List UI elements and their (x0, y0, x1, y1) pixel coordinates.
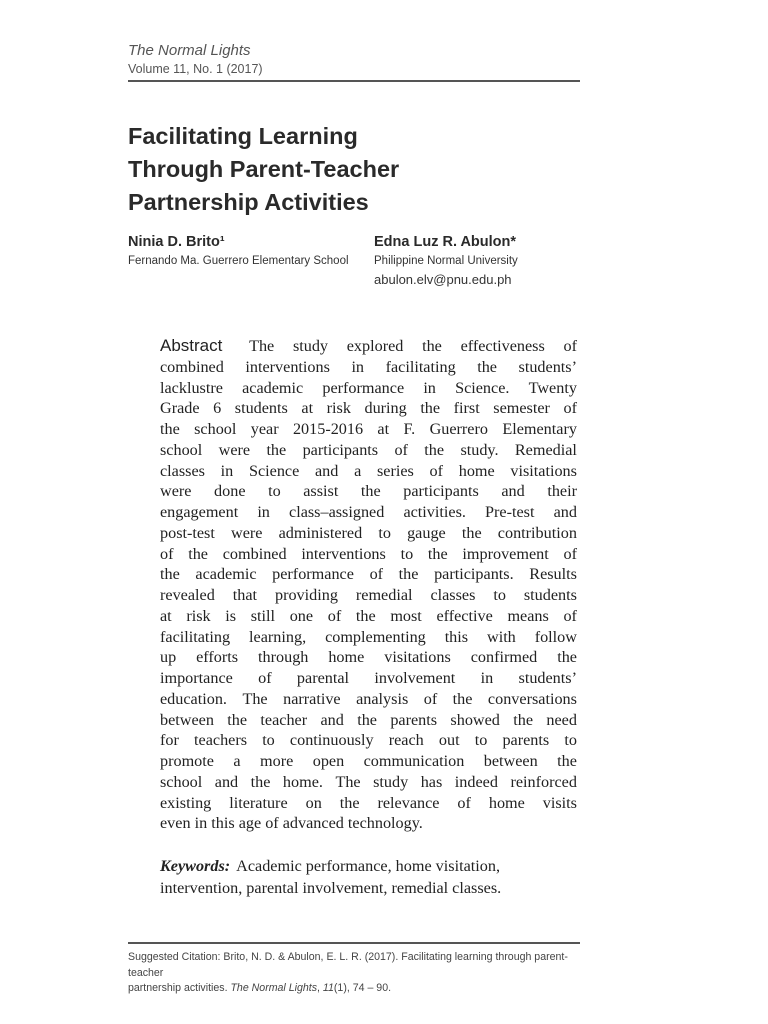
keywords-line: Academic performance, home visitation, (236, 857, 500, 875)
abstract (160, 336, 577, 834)
abstract-line: facilitating learning, complementing this with follow (160, 627, 577, 646)
keywords-label: Keywords: (160, 857, 231, 875)
suggested-citation (128, 950, 598, 997)
citation-line: Suggested Citation: Brito, N. D. & Abulon, E. L. R. (2017). Facilitating learning through parent-teacher (128, 951, 568, 979)
abstract-line: even in this age of advanced technology. (160, 814, 423, 833)
abstract-line: between the teacher and the parents showed the need (160, 710, 577, 729)
abstract-line: school were the participants of the study. Remedial (160, 440, 577, 459)
author-2-affiliation: Philippine Normal University (374, 255, 518, 267)
citation-journal: The Normal Lights (230, 982, 318, 994)
keywords-line: intervention, parental involvement, remedial classes. (160, 878, 502, 897)
abstract-line: revealed that providing remedial classes to students (160, 586, 577, 604)
abstract-line: were done to assist the participants and their (160, 482, 577, 501)
title-line: Facilitating Learning (128, 123, 358, 149)
citation-volume: 11 (322, 982, 334, 994)
title-line: Through Parent-Teacher (128, 156, 400, 182)
abstract-line: education. The narrative analysis of the conversations (160, 689, 577, 708)
author-1-name: Ninia D. Brito¹ (128, 234, 225, 250)
citation-text: (1), 74 – 90. (333, 982, 392, 994)
header-divider (128, 80, 580, 82)
citation-text: , (317, 982, 323, 994)
abstract-line: importance of parental involvement in students’ (160, 669, 577, 687)
article-title (128, 120, 399, 219)
journal-name: The Normal Lights (128, 42, 251, 59)
abstract-line: school and the home. The study has indeed reinforced (160, 772, 577, 791)
abstract-label: Abstract (160, 336, 223, 355)
author-1-affiliation: Fernando Ma. Guerrero Elementary School (128, 255, 349, 267)
abstract-line: Abstract The study explored the effectiveness of (160, 336, 577, 355)
citation-line (128, 981, 598, 997)
author-2-name: Edna Luz R. Abulon* (374, 234, 517, 250)
footer-divider (128, 942, 580, 944)
abstract-line: the school year 2015-2016 at F. Guerrero Elementary (160, 420, 577, 438)
abstract-line: of the combined interventions to the improvement of (160, 544, 577, 563)
abstract-line: combined interventions in facilitating the students’ (160, 357, 577, 376)
title-line: Partnership Activities (128, 189, 369, 215)
abstract-line: for teachers to continuously reach out to parents to (160, 731, 577, 750)
abstract-line: up efforts through home visitations confirmed the (160, 648, 577, 667)
abstract-line: at risk is still one of the most effective means of (160, 606, 577, 625)
abstract-line: engagement in class–assigned activities. Pre-test and (160, 503, 577, 521)
abstract-line: the academic performance of the participants. Results (160, 565, 577, 584)
abstract-line: lacklustre academic performance in Science. Twenty (160, 378, 577, 397)
abstract-line: post-test were administered to gauge the contribution (160, 523, 577, 542)
author-2-email[interactable]: abulon.elv@pnu.edu.ph (374, 272, 512, 287)
abstract-line: Grade 6 students at risk during the first semester of (160, 399, 577, 418)
abstract-line: classes in Science and a series of home visitations (160, 461, 577, 480)
journal-volume: Volume 11, No. 1 (2017) (128, 62, 263, 76)
abstract-line: existing literature on the relevance of home visits (160, 793, 577, 812)
keywords (160, 856, 577, 899)
abstract-line: promote a more open communication between the (160, 752, 577, 770)
citation-text: partnership activities. (128, 982, 231, 994)
